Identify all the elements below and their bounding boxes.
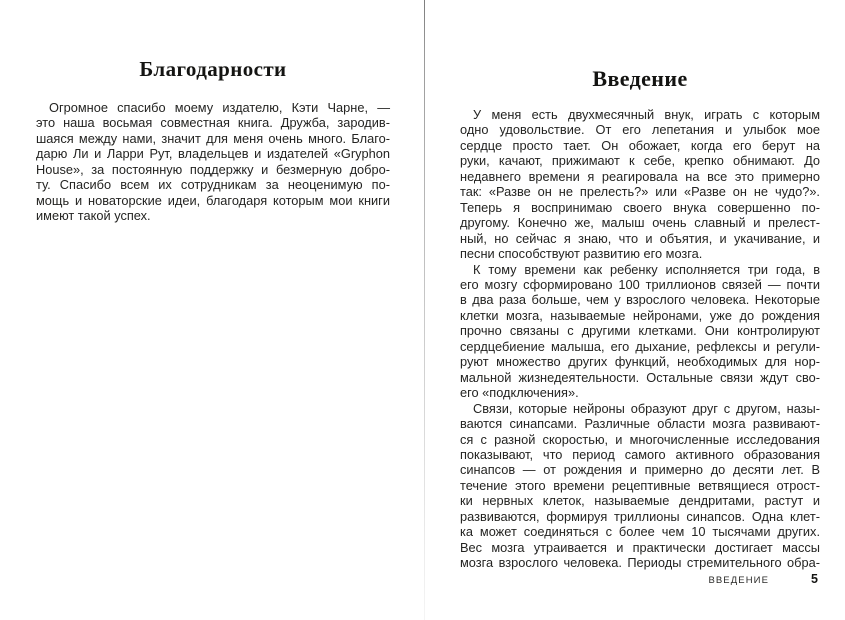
left-page-title: Благодарности <box>139 57 287 81</box>
paragraph <box>36 100 390 224</box>
page-number: 5 <box>811 572 818 586</box>
right-page-footer <box>460 572 820 586</box>
text-line: клетки мозга, называемые нейронами, уже до рождения <box>460 307 820 323</box>
text-line: его «подключения». <box>460 385 579 401</box>
text-line: мальной жизнедеятельности. Остальные связи ждут сво- <box>460 369 820 385</box>
text-line: мощь и новаторские идеи, благодаря которым мои книги <box>36 192 390 208</box>
paragraph <box>460 107 820 262</box>
text-line: ки нервных клеток, называемые дендритами, растут и <box>460 493 820 509</box>
left-page <box>36 0 390 620</box>
text-line: развиваются, формируя триллионы синапсов. Одна клет- <box>460 508 820 524</box>
text-line: его мозгу сформировано 100 триллионов связей — почти <box>460 276 820 292</box>
paragraph <box>460 401 820 571</box>
text-line: сердцебиение малыша, его дыхание, рефлексы и регули- <box>460 338 820 354</box>
text-line: песни способствуют развитию его мозга. <box>460 246 703 262</box>
text-line: синапсов — от рождения и примерно до десяти лет. В <box>460 462 820 478</box>
text-line: House», за постоянную поддержку и безмерную добро- <box>36 161 390 177</box>
text-line: прочно связаны с другими клетками. Они контролируют <box>460 323 820 339</box>
text-line: Вес мозга утраивается и практически достигает массы <box>460 539 820 555</box>
page-gutter-line <box>424 0 425 620</box>
running-head-label: ВВЕДЕНИЕ <box>708 575 770 586</box>
text-line: ваются синапсами. Различные области мозга развивают- <box>460 416 820 432</box>
text-line: ный, но сейчас я знаю, что и объятия, и укачивание, и <box>460 230 820 246</box>
text-line: руют множество других функций, необходимых для нор- <box>460 354 820 370</box>
text-line: Теперь я воспринимаю своего внука совершенно по- <box>460 199 820 215</box>
text-line: другому. Конечно же, малыш очень славный и прелест- <box>460 215 820 231</box>
text-line: шаяся между нами, значит для меня очень много. Благо- <box>36 130 390 146</box>
text-line: в два раза больше, чем у взрослого человека. Некоторые <box>460 292 820 308</box>
text-line: это наша восьмая совместная книга. Дружба, зародив- <box>36 115 390 131</box>
text-line: ка может соединяться с более чем 10 тысячами других. <box>460 524 820 540</box>
text-line: течение этого времени рецептивные ветвящиеся отрост- <box>460 477 820 493</box>
text-line: мозга взрослого человека. Периоды стремительного обра- <box>460 555 820 571</box>
text-line: одно удовольствие. От его лепетания и улыбок мое <box>460 122 820 138</box>
text-line: ту. Спасибо всем их сотрудникам за неоценимую по- <box>36 177 390 193</box>
left-page-body <box>36 100 390 224</box>
text-line: дарю Ли и Ларри Рут, владельцев и издателей «Gryphon <box>36 146 390 162</box>
text-line: Связи, которые нейроны образуют друг с другом, назы- <box>473 400 820 416</box>
text-line: недавнего времени я реагировала на все это примерно <box>460 168 820 184</box>
right-page-body <box>460 107 820 571</box>
text-line: руки, качают, прижимают к себе, крепко обнимают. До <box>460 153 820 169</box>
text-line: Огромное спасибо моему издателю, Кэти Чарне, — <box>49 100 390 115</box>
text-line: У меня есть двухмесячный внук, играть с которым <box>473 107 820 122</box>
paragraph <box>460 262 820 401</box>
text-line: К тому времени как ребенку исполняется три года, в <box>473 261 820 277</box>
right-page <box>460 0 820 620</box>
text-line: имеют такой успех. <box>36 208 151 224</box>
text-line: ся с разной скоростью, и многочисленные исследования <box>460 431 820 447</box>
text-line: показывают, что период самого активного образования <box>460 446 820 462</box>
right-page-title: Введение <box>592 66 688 91</box>
text-line: так: «Разве он не прелесть?» или «Разве он не чудо?». <box>460 184 820 200</box>
text-line: сердце просто тает. Он обожает, когда его берут на <box>460 137 820 153</box>
